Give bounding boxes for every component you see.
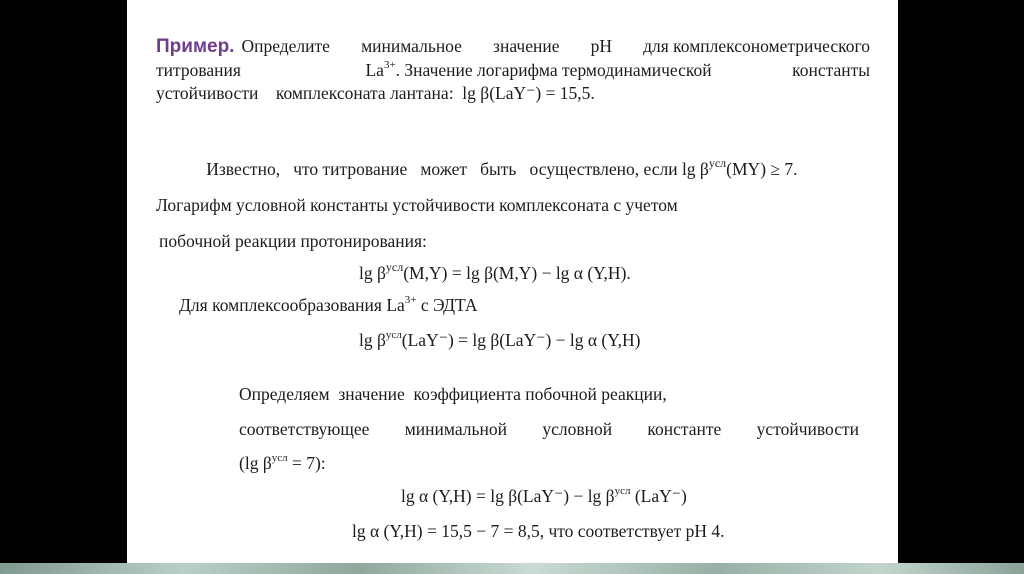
problem-line-3: устойчивости комплексоната лантана: lg β(LaY⁻) = 15,5. — [156, 83, 595, 103]
definition-formula-b: (M,Y) = lg β(M,Y) − lg α (Y,H). — [403, 263, 631, 283]
known-condition — [180, 136, 798, 202]
complexation-text-a: Для комплексообразования La — [179, 295, 405, 315]
problem-line-1 — [156, 35, 870, 58]
problem-word-5: для комплексонометрического — [643, 36, 870, 56]
known-sup: усл — [708, 156, 727, 171]
definition-line-2: побочной реакции протонирования: — [159, 231, 427, 251]
problem-word-1: Определите — [241, 36, 330, 56]
determine-line-3-b: = 7): — [287, 453, 326, 473]
determine-line-2 — [239, 418, 859, 440]
determine-formula-1-sup: усл — [614, 485, 631, 498]
problem-line-2-text: . Значение логарифма термодинамической — [395, 60, 712, 80]
determine-word-2: минимальной — [404, 419, 507, 439]
determine-formula-1-a: lg α (Y,H) = lg β(LaY⁻) − lg β — [401, 486, 615, 506]
problem-word-4: pH — [590, 36, 612, 56]
problem-label — [156, 35, 330, 58]
determine-word-5: устойчивости — [756, 419, 859, 439]
complexation-formula — [359, 329, 640, 351]
complexation-text-b: с ЭДТА — [416, 295, 478, 315]
known-tail: (MY) ≥ 7. — [726, 159, 798, 179]
definition-formula — [359, 262, 631, 284]
lanthanum-charge: 3+ — [383, 59, 396, 72]
determine-line-3-a: (lg β — [239, 453, 272, 473]
example-label: Пример. — [156, 36, 235, 57]
lanthanum-ion: La — [365, 60, 384, 80]
slide-page — [127, 0, 898, 566]
known-text: Известно, что титрование может быть осуществлено, если lg β — [206, 159, 709, 179]
definition-formula-sup: усл — [385, 260, 404, 275]
determine-word-4: константе — [647, 419, 722, 439]
problem-line-2-middle — [365, 59, 711, 81]
determine-word-1: соответствующее — [239, 419, 370, 439]
problem-line-2 — [156, 59, 870, 81]
bottom-decorative-strip — [0, 563, 1024, 574]
determine-line-3-sup: усл — [271, 452, 288, 465]
determine-line-3 — [239, 452, 326, 474]
definition-line-1: Логарифм условной константы устойчивости комплексоната с учетом — [156, 195, 678, 215]
problem-line-2-left: титрования — [156, 60, 241, 80]
problem-line-2-right: константы — [792, 60, 870, 80]
complexation-charge: 3+ — [404, 294, 417, 307]
definition-formula-a: lg β — [359, 263, 386, 283]
determine-line-1: Определяем значение коэффициента побочной реакции, — [239, 384, 667, 404]
determine-formula-2: lg α (Y,H) = 15,5 − 7 = 8,5, что соответствует pH 4. — [352, 521, 725, 541]
determine-word-3: условной — [542, 419, 613, 439]
complexation-formula-b: (LaY⁻) = lg β(LaY⁻) − lg α (Y,H) — [401, 330, 641, 350]
determine-formula-1 — [401, 485, 687, 507]
complexation-text — [179, 294, 478, 316]
problem-word-3: значение — [493, 36, 560, 56]
problem-word-2: минимальное — [361, 36, 462, 56]
complexation-formula-a: lg β — [359, 330, 386, 350]
complexation-formula-sup: усл — [385, 329, 402, 342]
determine-formula-1-b: (LaY⁻) — [630, 486, 687, 506]
